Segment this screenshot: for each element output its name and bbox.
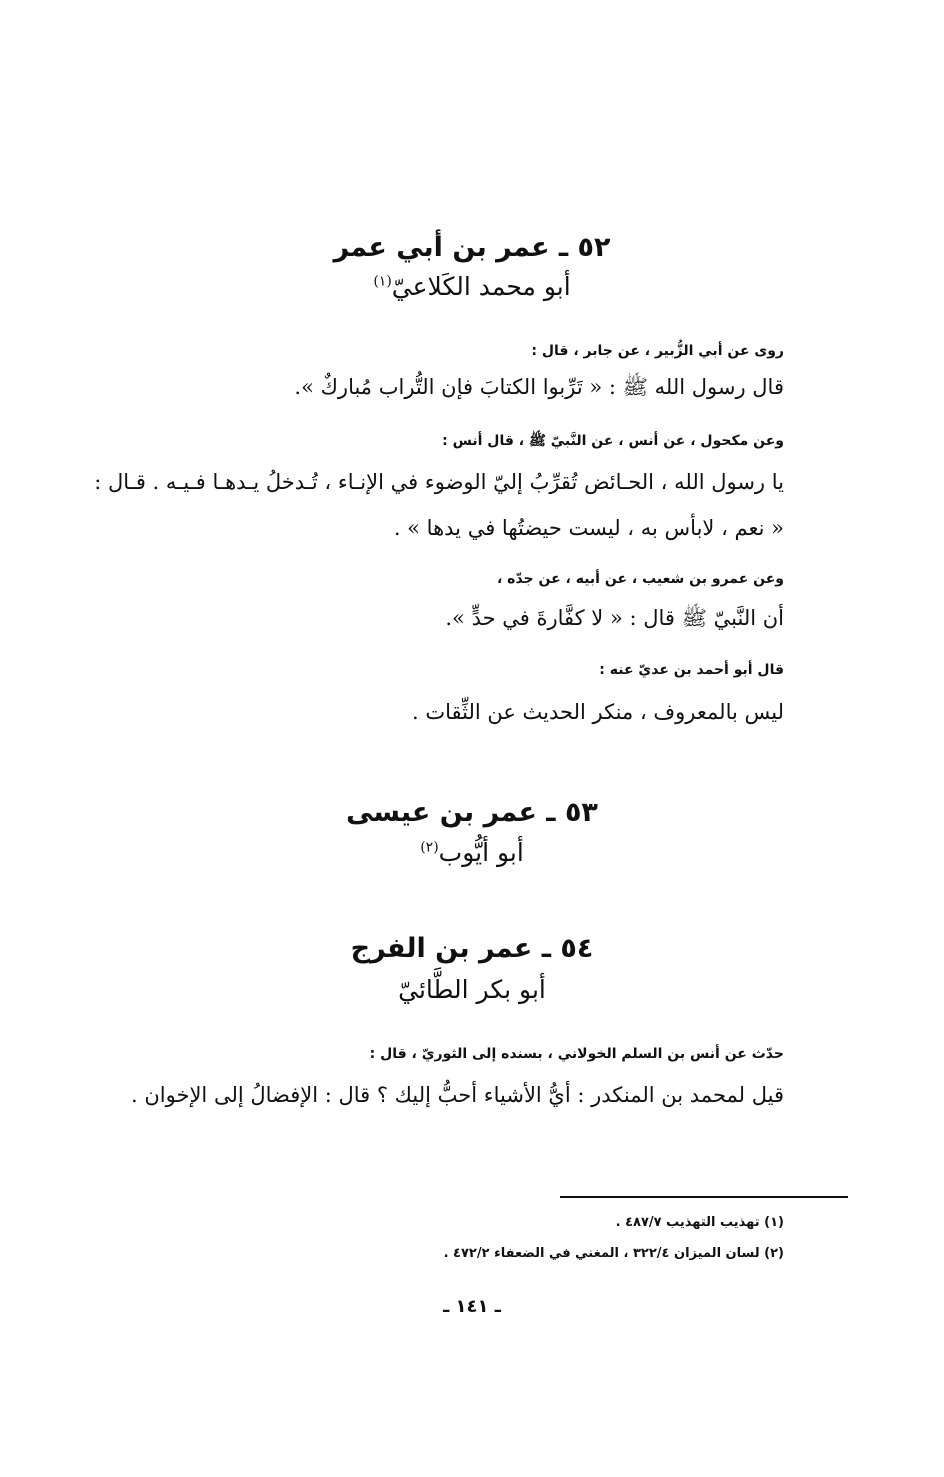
entry-53-title: ٥٣ ـ عمر بن عيسى	[346, 797, 598, 828]
footnote-ref-1: (١)	[373, 273, 392, 290]
entry-53-kunya-text: أبو أيُّوب	[438, 838, 524, 867]
entry-52-isnad-4: قال أبو أحمد بن عديّ عنه :	[599, 662, 784, 678]
footnote-1: (١) تهذيب التهذيب ٤٨٧/٧ .	[615, 1215, 784, 1230]
entry-54-kunya: أبو بكر الطَّائيّ	[398, 975, 546, 1004]
footnote-2: (٢) لسان الميزان ٣٢٢/٤ ، المغني في الضعفاء ٤٧٢/٢ .	[443, 1246, 784, 1261]
entry-54-isnad-1: حدّث عن أنس بن السلم الخولاني ، بسنده إلى الثوريّ ، قال :	[369, 1046, 784, 1062]
footnote-separator	[560, 1196, 848, 1198]
entry-54-title: ٥٤ ـ عمر بن الفرج	[350, 933, 594, 964]
entry-52-matn-3: أن النَّبيّ ﷺ قال : « لا كفَّارةَ في حدٍّ ».	[445, 606, 784, 630]
entry-52-kunya-text: أبو محمد الكَلاعيّ	[391, 272, 571, 301]
entry-52-isnad-3: وعن عمرو بن شعيب ، عن أبيه ، عن جدّه ،	[496, 571, 784, 587]
entry-52-matn-1: قال رسول الله ﷺ : « تَرِّبوا الكتابَ فإن التُّراب مُباركٌ ».	[294, 375, 784, 399]
entry-52-isnad-1: روى عن أبي الزُّبير ، عن جابر ، قال :	[531, 343, 784, 359]
entry-54-matn-1: قيل لمحمد بن المنكدر : أيُّ الأشياء أحبُّ إليك ؟ قال : الإفضالُ إلى الإخوان .	[131, 1083, 784, 1107]
page-number: ـ ١٤١ ـ	[443, 1296, 501, 1317]
entry-52-kunya	[0, 272, 944, 301]
entry-52-matn-2b: « نعم ، لابأس به ، ليست حيضتُها في يدها » .	[393, 516, 784, 540]
entry-52-isnad-2: وعن مكحول ، عن أنس ، عن النَّبيّ ﷺ ، قال أنس :	[442, 433, 784, 449]
footnote-ref-2: (٢)	[420, 839, 439, 856]
entry-52-matn-2a: يا رسول الله ، الحـائض تُقرِّبُ إليّ الوضوء في الإنـاء ، تُـدخلُ يـدهـا فـيـه . قـال :	[94, 470, 784, 494]
entry-53-kunya	[0, 838, 944, 867]
entry-52-matn-4: ليس بالمعروف ، منكر الحديث عن الثِّقات .	[411, 700, 784, 724]
entry-52-title: ٥٢ ـ عمر بن أبي عمر	[333, 232, 611, 263]
